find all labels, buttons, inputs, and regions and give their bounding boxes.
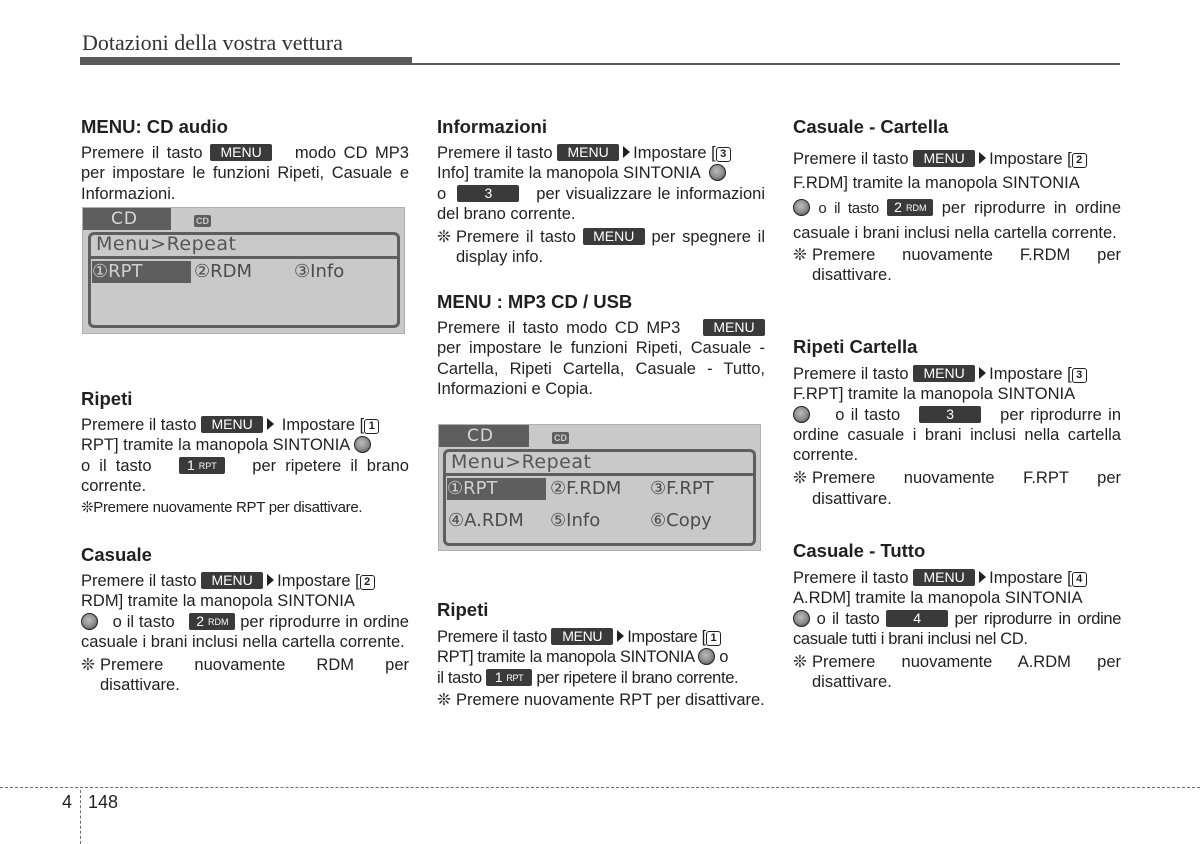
menu-key: MENU (913, 365, 975, 382)
circled-number-icon: 3 (1072, 368, 1087, 383)
heading-casuale-cartella: Casuale - Cartella (793, 116, 949, 137)
footer-dashed-rule (0, 787, 1200, 788)
note-ripeti-cartella: ❊ Premere nuovamente F.RPT per disattivare. (793, 469, 1121, 508)
header-rule-thin (412, 63, 1120, 65)
arrow-right-icon (979, 152, 986, 164)
paragraph-cd-audio: Premere il tasto MENU modo CD MP3 per impostare le funzioni Ripeti, Casuale e Informazioni. (81, 144, 409, 203)
menu-key: MENU (551, 628, 613, 645)
info-key: 3 (457, 185, 519, 202)
menu-key: MENU (210, 144, 272, 161)
rdm-key: 2 RDM (189, 613, 235, 630)
paragraph-casuale: Premere il tasto MENU Impostare [ 2 RDM] tramite la manopola SINTONIA o il tasto 2 RDM per riprodurre in ordine casuale i brani inclusi nella cartella corrente. ❊ Premere nuovamente RDM per disattivare. (81, 572, 409, 695)
lcd-title: Menu>Repeat (96, 233, 237, 255)
lcd-option-info: ⑤Info (550, 510, 601, 531)
rpt-key: 1 RPT (179, 457, 225, 474)
lcd-rule (88, 256, 400, 259)
lcd-display-mp3-menu (438, 424, 761, 551)
heading-casuale-tutto: Casuale - Tutto (793, 540, 926, 561)
heading-informazioni: Informazioni (437, 116, 547, 137)
paragraph-casuale-tutto: Premere il tasto MENU Impostare [ 4 A.RDM] tramite la manopola SINTONIA o il tasto 4 per riprodurre in ordine casuale tutti i brani inclusi nel CD. ❊ Premere nuovamente A.RDM per disattivare. (793, 569, 1122, 692)
circled-number-icon: 2 (1072, 153, 1087, 168)
menu-key: MENU (913, 569, 975, 586)
menu-key: MENU (703, 319, 765, 336)
footer-dashed-divider (80, 790, 81, 844)
lcd-title: Menu>Repeat (451, 451, 592, 473)
lcd-option-f-rdm: ②F.RDM (550, 478, 622, 499)
paragraph-informazioni: Premere il tasto MENU Impostare [ 3 Info] tramite la manopola SINTONIA o 3 per visualizzare le informazioni del brano corrente. ❊ Premere il tasto MENU per spegnere il display info. (437, 144, 766, 267)
cd-badge-icon: CD (554, 433, 567, 443)
ardm-key: 4 (886, 610, 948, 627)
heading-ripeti-mp3: Ripeti (437, 599, 489, 620)
circled-number-icon: 1 (706, 631, 721, 646)
rpt-key: 1 RPT (486, 669, 532, 686)
arrow-right-icon (623, 146, 630, 158)
arrow-right-icon (267, 574, 274, 586)
frpt-key: 3 (919, 406, 981, 423)
header-rule-thick (80, 57, 412, 65)
arrow-right-icon (617, 630, 624, 642)
note-informazioni: ❊ Premere il tasto MENU per spegnere il display info. (437, 228, 766, 267)
arrow-right-icon (979, 571, 986, 583)
circled-number-icon: 2 (360, 575, 375, 590)
arrow-right-icon (979, 367, 986, 379)
paragraph-ripeti: Premere il tasto MENU Impostare [ 1 RPT] tramite la manopola SINTONIA o il tasto 1 RPT per ripetere il brano corrente. ❊ Premere nuovamente RPT per disattivare. (81, 415, 409, 518)
menu-key: MENU (557, 144, 619, 161)
tune-knob-icon (354, 436, 371, 453)
tune-knob-icon (698, 648, 715, 665)
paragraph-ripeti-mp3: Premere il tasto MENU Impostare [ 1 RPT] tramite la manopola SINTONIA o il tasto 1 RPT per ripetere il brano corrente. ❊ Premere nuovamente RPT per disattivare. (437, 628, 765, 709)
rdm-key: 2 RDM (887, 199, 933, 216)
lcd-display-cd-menu (82, 207, 405, 334)
paragraph-ripeti-cartella: Premere il tasto MENU Impostare [ 3 F.RPT] tramite la manopola SINTONIA o il tasto 3 per riprodurre in ordine casuale i brani inclusi nella cartella corrente. ❊ Premere nuovamente F.RPT per disattivare. (793, 365, 1121, 508)
menu-key: MENU (201, 572, 263, 589)
arrow-right-icon (267, 418, 274, 430)
menu-key: MENU (583, 228, 645, 245)
lcd-rule (443, 473, 756, 476)
note-ripeti-mp3: ❊ Premere nuovamente RPT per disattivare. (437, 690, 765, 709)
menu-key: MENU (201, 416, 263, 433)
heading-casuale: Casuale (81, 544, 152, 565)
lcd-option-a-rdm: ④A.RDM (448, 510, 524, 531)
paragraph-casuale-cartella: Premere il tasto MENU Impostare [ 2 F.RDM] tramite la manopola SINTONIA o il tasto 2 RDM per riprodurre in ordine casuale i brani inclusi nella cartella corrente. ❊ Premere nuovamente F.RDM per disattivare. (793, 150, 1121, 285)
lcd-option-rpt: ①RPT (447, 478, 546, 500)
circled-number-icon: 4 (1072, 572, 1087, 587)
circled-number-icon: 3 (716, 147, 731, 162)
circled-number-icon: 1 (364, 419, 379, 434)
tune-knob-icon (81, 613, 98, 630)
note-ripeti: ❊ Premere nuovamente RPT per disattivare. (81, 499, 363, 517)
tune-knob-icon (793, 199, 810, 216)
heading-ripeti: Ripeti (81, 388, 133, 409)
heading-menu-mp3: MENU : MP3 CD / USB (437, 291, 633, 312)
note-casuale-cartella: ❊ Premere nuovamente F.RDM per disattivare. (793, 246, 1121, 285)
lcd-tab-cd: CD (83, 208, 171, 230)
paragraph-menu-mp3: Premere il tasto modo CD MP3 MENU per impostare le funzioni Ripeti, Casuale - Cartella, Ripeti Cartella, Casuale - Tutto, Informazioni e Copia. (437, 319, 765, 398)
note-casuale-tutto: ❊ Premere nuovamente A.RDM per disattivare. (793, 653, 1121, 692)
lcd-option-rdm: ②RDM (194, 261, 253, 282)
chapter-number: 4 (62, 792, 73, 812)
heading-ripeti-cartella: Ripeti Cartella (793, 336, 918, 357)
lcd-option-rpt: ①RPT (92, 261, 191, 283)
cd-badge-icon: CD (196, 216, 209, 226)
page-number: 148 (88, 792, 119, 812)
lcd-option-f-rpt: ③F.RPT (650, 478, 714, 499)
tune-knob-icon (793, 406, 810, 423)
note-casuale: ❊ Premere nuovamente RDM per disattivare. (81, 656, 409, 695)
tune-knob-icon (709, 164, 726, 181)
lcd-tab-cd: CD (439, 425, 529, 447)
page-header-title: Dotazioni della vostra vettura (82, 30, 343, 55)
heading-menu-cd-audio: MENU: CD audio (81, 116, 228, 137)
lcd-option-info: ③Info (294, 261, 345, 282)
lcd-option-copy: ⑥Copy (650, 510, 712, 531)
menu-key: MENU (913, 150, 975, 167)
tune-knob-icon (793, 610, 810, 627)
